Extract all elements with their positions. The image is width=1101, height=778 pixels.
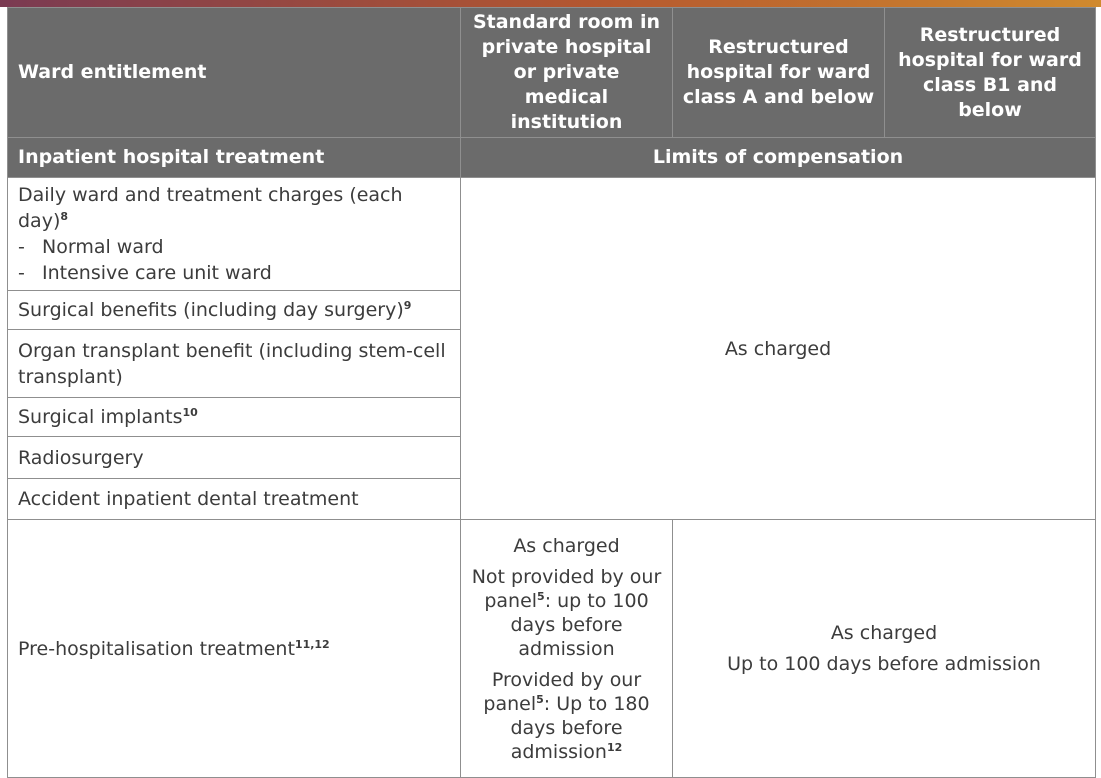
subheader-limits-of-compensation: Limits of compensation <box>461 138 1096 178</box>
subheader-row <box>8 138 1096 178</box>
row-label-text: Accident inpatient dental treatment <box>18 488 359 510</box>
footnote-ref: 10 <box>182 406 198 419</box>
prehosp-restructured-limit: Up to 100 days before admission <box>727 652 1041 675</box>
prehosp-not-panel-limit: : up to 100 days before admission <box>510 589 649 660</box>
merged-as-charged-cell: As charged <box>461 178 1096 520</box>
bullet-icu-ward: - Intensive care unit ward <box>18 262 272 284</box>
subheader-inpatient-treatment: Inpatient hospital treatment <box>8 138 461 178</box>
footnote-ref: 5 <box>536 692 544 706</box>
prehosp-panel-limit: : Up to 180 days before admission <box>510 692 650 763</box>
row-label-organ-transplant <box>8 330 461 398</box>
prehosp-not-panel <box>471 565 662 661</box>
header-row <box>8 8 1096 138</box>
row-label-radiosurgery <box>8 437 461 479</box>
footnote-ref: 5 <box>537 589 545 603</box>
footnote-ref: 12 <box>606 740 623 754</box>
prehosp-not-panel-text: Not provided by our panel <box>471 565 662 612</box>
table-row <box>8 520 1096 778</box>
bullet-text: Normal ward <box>42 236 164 258</box>
prehosp-private-hospital-cell <box>461 520 673 778</box>
top-accent-bar <box>0 0 1101 7</box>
row-label-surgical-implants <box>8 398 461 437</box>
table-row <box>8 178 1096 291</box>
row-label-text: Radiosurgery <box>18 446 144 469</box>
row-label-surgical-benefits <box>8 291 461 330</box>
row-label-text: Organ transplant benefit (including stem-cell transplant) <box>18 339 446 388</box>
header-ward-entitlement: Ward entitlement <box>8 8 461 138</box>
footnote-ref: 11,12 <box>294 637 330 651</box>
row-label-pre-hospitalisation <box>8 520 461 778</box>
header-restructured-class-b1: Restructured hospital for ward class B1 and below <box>885 8 1096 138</box>
benefits-table <box>7 7 1096 778</box>
row-label-daily-ward <box>8 178 461 291</box>
header-private-hospital: Standard room in private hospital or private medical institution <box>461 8 673 138</box>
row-label-text: Surgical implants <box>18 406 183 428</box>
row-label-text: Pre-hospitalisation treatment <box>18 637 295 660</box>
bullet-text: Intensive care unit ward <box>42 262 272 284</box>
footnote-ref: 8 <box>60 210 69 223</box>
prehosp-as-charged: As charged <box>513 534 620 557</box>
row-label-text: Daily ward and treatment charges (each day) <box>18 184 403 232</box>
header-restructured-class-a: Restructured hospital for ward class A and below <box>673 8 885 138</box>
row-label-accident-dental <box>8 479 461 520</box>
row-label-text: Surgical benefits (including day surgery) <box>18 299 404 321</box>
prehosp-panel <box>471 668 662 764</box>
prehosp-panel-text: Provided by our panel <box>483 668 642 715</box>
footnote-ref: 9 <box>403 299 412 312</box>
prehosp-restructured-cell <box>673 520 1096 778</box>
bullet-normal-ward: - Normal ward <box>18 236 164 258</box>
prehosp-restructured-as-charged: As charged <box>830 621 938 644</box>
